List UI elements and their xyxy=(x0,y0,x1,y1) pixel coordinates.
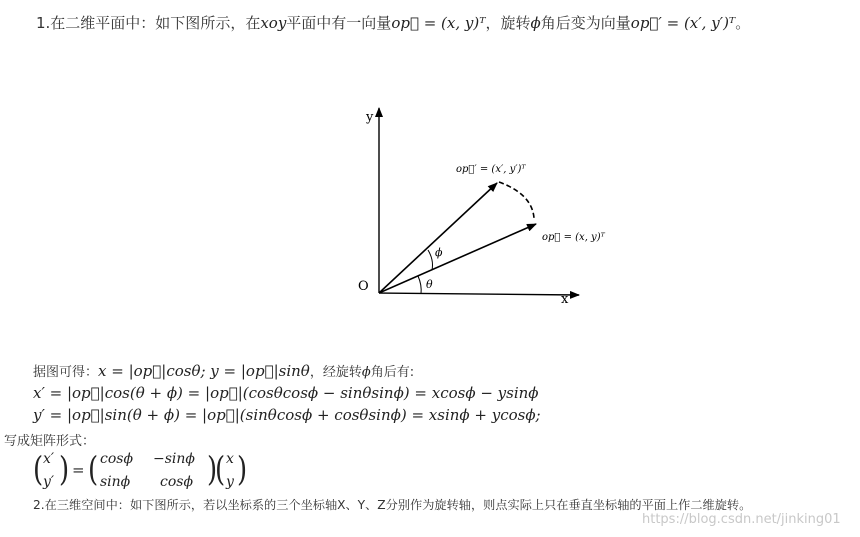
vector-op-prime xyxy=(379,183,497,293)
intro-prefix: 据图可得： xyxy=(33,365,99,380)
lhs-open-paren: ( xyxy=(33,450,44,490)
theta-label: θ xyxy=(426,278,433,291)
rhs-top: x xyxy=(226,451,234,467)
matrix-close-paren: ) xyxy=(207,450,218,490)
heading-rotate: ，旋转 xyxy=(485,14,531,32)
vector-op-math: op⃗ = (x, y)ᵀ xyxy=(391,14,486,32)
matrix-m11: cosϕ xyxy=(100,451,133,467)
heading-after: 角后变为向量 xyxy=(540,14,631,32)
watermark: https://blog.csdn.net/jinking01 xyxy=(642,512,841,527)
heading-prefix: 1.在二维平面中：如下图所示，在 xyxy=(36,14,261,32)
intro-suffix: ，经旋转 xyxy=(309,365,362,380)
phi-label: ϕ xyxy=(435,246,443,259)
y-axis-label: y xyxy=(366,110,374,125)
equation-y-prime: y′ = |op⃗|sin(θ + ϕ) = |op⃗|(sinθcosϕ + cosθsinϕ) = xsinϕ + ycosϕ; xyxy=(33,406,541,424)
x-axis xyxy=(379,293,579,295)
heading-end: 。 xyxy=(735,14,751,32)
vector-op-prime-math: op⃗′ = (x′, y′)ᵀ xyxy=(630,14,736,32)
rotation-diagram xyxy=(340,100,640,315)
phi-angle-arc xyxy=(428,250,433,270)
plane-math: xoy xyxy=(260,14,287,32)
matrix-m12: −sinϕ xyxy=(153,451,195,467)
rotation-arc xyxy=(499,182,534,218)
lhs-close-paren: ) xyxy=(59,450,70,490)
derivation-intro xyxy=(33,361,414,380)
phi-math: ϕ xyxy=(530,14,541,32)
rhs-bottom: y xyxy=(226,474,234,490)
section-2-text: 2.在三维空间中：如下图所示，若以坐标系的三个坐标轴X、Y、Z分别作为旋转轴，则点实际上只在垂直坐标轴的平面上作二维旋转。 xyxy=(33,498,752,512)
section-1-heading xyxy=(36,12,750,33)
lhs-top: x′ xyxy=(43,451,55,467)
origin-label: O xyxy=(358,279,369,294)
matrix-open-paren: ( xyxy=(88,450,99,490)
x-axis-label: x xyxy=(561,292,569,307)
rhs-open-paren: ( xyxy=(215,450,226,490)
lhs-bottom: y′ xyxy=(43,474,55,490)
equation-x-prime: x′ = |op⃗|cos(θ + ϕ) = |op⃗|(cosθcosϕ − sinθsinϕ) = xcosϕ − ysinϕ xyxy=(33,384,539,402)
theta-angle-arc xyxy=(418,276,421,294)
matrix-m21: sinϕ xyxy=(100,474,131,490)
heading-mid: 平面中有一向量 xyxy=(286,14,392,32)
matrix-form-title: 写成矩阵形式： xyxy=(4,434,96,449)
intro-math: x = |op⃗|cosθ; y = |op⃗|sinθ xyxy=(98,362,310,380)
matrix-m22: cosϕ xyxy=(160,474,193,490)
op-prime-label: op⃗′ = (x′, y′)ᵀ xyxy=(456,164,526,175)
equals-sign: = xyxy=(72,461,85,479)
intro-end: 角后有: xyxy=(370,365,415,380)
vector-op xyxy=(379,224,536,293)
rotation-matrix-equation xyxy=(33,449,273,495)
op-label: op⃗ = (x, y)ᵀ xyxy=(542,232,605,243)
intro-phi: ϕ xyxy=(361,365,371,380)
rhs-close-paren: ) xyxy=(237,450,248,490)
